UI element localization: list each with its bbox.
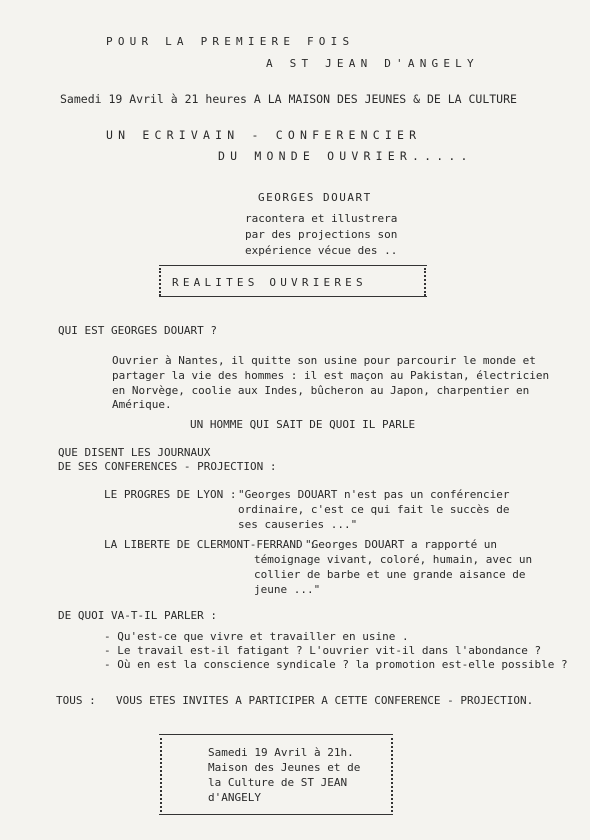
theme-box-top-rule [159, 265, 427, 266]
footer-box-right-dots [391, 738, 395, 812]
footer-box-bottom-rule [159, 814, 393, 815]
bio-line-2: partager la vie des hommes : il est maçon au Pakistan, électricien [112, 369, 550, 382]
quote-lyon-line-1: "Georges DOUART n'est pas un conférencier [238, 488, 510, 501]
topic-item-3: - Où en est la conscience syndicale ? la promotion est-elle possible ? [104, 658, 568, 671]
event-datetime-venue: Samedi 19 Avril à 21 heures A LA MAISON DES JEUNES & DE LA CULTURE [60, 92, 517, 106]
speaker-name: GEORGES DOUART [258, 191, 372, 204]
header-first-time: POUR LA PREMIERE FOIS [106, 35, 355, 48]
section-press-heading-2: DE SES CONFERENCES - PROJECTION : [58, 460, 277, 473]
theme-box-bottom-rule [159, 296, 427, 297]
footer-venue-1: Maison des Jeunes et de [208, 761, 361, 774]
quote-lyon-line-3: ses causeries ..." [238, 518, 358, 531]
bio-line-1: Ouvrier à Nantes, il quitte son usine pour parcourir le monde et [112, 354, 536, 367]
section-press-heading-1: QUE DISENT LES JOURNAUX [58, 446, 211, 459]
section-topics-heading: DE QUOI VA-T-IL PARLER : [58, 609, 217, 622]
quote-source-clermont: LA LIBERTE DE CLERMONT-FERRAND : [104, 538, 316, 551]
invitation-label: TOUS : [56, 694, 96, 707]
footer-venue-2: la Culture de ST JEAN [208, 776, 348, 789]
title-line-2: DU MONDE OUVRIER..... [218, 149, 473, 163]
footer-venue-3: d'ANGELY [208, 791, 261, 804]
bio-line-4: Amérique. [112, 398, 172, 411]
tagline: UN HOMME QUI SAIT DE QUOI IL PARLE [190, 418, 416, 431]
invitation-text: VOUS ETES INVITES A PARTICIPER A CETTE CONFERENCE - PROJECTION. [116, 694, 534, 707]
footer-box-left-dots [160, 738, 164, 812]
header-location: A ST JEAN D'ANGELY [266, 57, 479, 70]
section-who-heading: QUI EST GEORGES DOUART ? [58, 324, 217, 337]
theme-title: REALITES OUVRIERES [172, 276, 367, 289]
quote-source-lyon: LE PROGRES DE LYON : [104, 488, 237, 501]
bio-line-3: en Norvège, coolie aux Indes, bûcheron au Japon, charpentier en [112, 384, 530, 397]
title-line-1: UN ECRIVAIN - CONFERENCIER [106, 128, 422, 142]
quote-clermont-line-4: jeune ..." [254, 583, 321, 596]
topic-item-2: - Le travail est-il fatigant ? L'ouvrier vit-il dans l'abondance ? [104, 644, 542, 657]
footer-date: Samedi 19 Avril à 21h. [208, 746, 354, 759]
quote-clermont-line-2: témoignage vivant, coloré, humain, avec un [254, 553, 533, 566]
theme-box-left-dots [159, 268, 163, 296]
quote-clermont-line-3: collier de barbe et une grande aisance de [254, 568, 526, 581]
footer-box-top-rule [159, 734, 393, 735]
quote-lyon-line-2: ordinaire, c'est ce qui fait le succès de [238, 503, 510, 516]
theme-box-right-dots [424, 268, 428, 296]
intro-line-2: par des projections son [245, 228, 398, 241]
topic-item-1: - Qu'est-ce que vivre et travailler en usine . [104, 630, 409, 643]
quote-clermont-line-1: "Georges DOUART a rapporté un [305, 538, 498, 551]
intro-line-1: racontera et illustrera [245, 212, 398, 225]
intro-line-3: expérience vécue des .. [245, 244, 398, 257]
